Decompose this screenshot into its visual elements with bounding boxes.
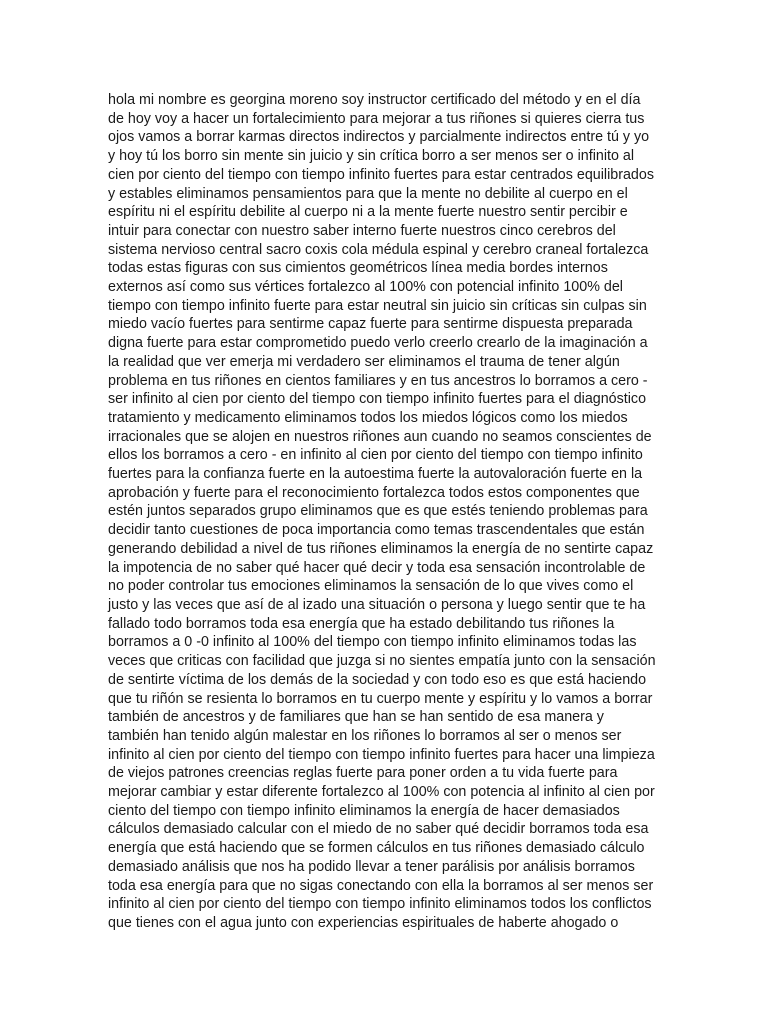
- text-line: irracionales que se alojen en nuestros riñones aun cuando no seamos conscientes de: [108, 428, 652, 445]
- text-line: generando debilidad a nivel de tus riñones eliminamos la energía de no sentirte capaz: [108, 540, 654, 557]
- text-line: y estables eliminamos pensamientos para que la mente no debilite al cuerpo en el: [108, 185, 628, 202]
- text-line: mejorar cambiar y estar diferente fortalezco al 100% con potencia al infinito al cien por: [108, 784, 655, 801]
- text-line: ellos los borramos a cero - en infinito al cien por ciento del tiempo con tiempo infinito: [108, 447, 643, 464]
- text-line: digna fuerte para estar comprometido puedo verlo creerlo crearlo de la imaginación a: [108, 335, 648, 352]
- text-line: ojos vamos a borrar karmas directos indirectos y parcialmente indirectos entre tú y yo: [108, 129, 650, 146]
- document-body-text: [108, 91, 668, 933]
- text-line: miedo vacío fuertes para sentirme capaz fuerte para sentirme dispuesta preparada: [108, 316, 633, 333]
- text-line: infinito al cien por ciento del tiempo con tiempo infinito eliminamos todos los conflictos: [108, 896, 652, 913]
- text-line: la impotencia de no saber qué hacer qué decir y toda esa sensación incontrolable de: [108, 559, 646, 576]
- text-line: de viejos patrones creencias reglas fuerte para poner orden a tu vida fuerte para: [108, 765, 618, 782]
- text-line: que tu riñón se resienta lo borramos en tu cuerpo mente y espíritu y lo vamos a borrar: [108, 690, 653, 707]
- text-line: aprobación y fuerte para el reconocimiento fortalezca todos estos componentes que: [108, 484, 640, 501]
- text-line: de hoy voy a hacer un fortalecimiento para mejorar a tus riñones si quieres cierra tus: [108, 110, 645, 127]
- text-line: tiempo con tiempo infinito fuerte para estar neutral sin juicio sin críticas sin culpas sin: [108, 297, 647, 314]
- text-line: veces que criticas con facilidad que juzga si no sientes empatía junto con la sensación: [108, 653, 656, 670]
- text-line: ser infinito al cien por ciento del tiempo con tiempo infinito fuertes para el diagnóstico: [108, 391, 647, 408]
- text-line: la realidad que ver emerja mi verdadero ser eliminamos el trauma de tener algún: [108, 353, 620, 370]
- text-line: externos así como sus vértices fortalezco al 100% con potencial infinito 100% del: [108, 279, 623, 296]
- text-line: cálculos demasiado calcular con el miedo de no saber qué decidir borramos toda esa: [108, 821, 649, 838]
- text-line: espíritu ni el espíritu debilite al cuerpo ni a la mente fuerte nuestro sentir percibir e: [108, 204, 628, 221]
- text-line: también de ancestros y de familiares que han se han sentido de esa manera y: [108, 709, 604, 726]
- text-line: fallado todo borramos toda esa energía que ha estado debilitando tus riñones la: [108, 615, 615, 632]
- text-line: no poder controlar tus emociones eliminamos la sensación de lo que vives como el: [108, 578, 634, 595]
- text-line: también han tenido algún malestar en los riñones lo borramos al ser o menos ser: [108, 727, 622, 744]
- text-line: problema en tus riñones en cientos familiares y en tus ancestros lo borramos a cero -: [108, 372, 648, 389]
- text-line: tratamiento y medicamento eliminamos todos los miedos lógicos como los miedos: [108, 409, 628, 426]
- text-line: estén juntos separados grupo eliminamos que es que estés teniendo problemas para: [108, 503, 648, 520]
- text-line: toda esa energía para que no sigas conectando con ella la borramos al ser menos ser: [108, 877, 654, 894]
- text-line: infinito al cien por ciento del tiempo con tiempo infinito fuertes para hacer una limpieza: [108, 746, 655, 763]
- text-line: demasiado análisis que nos ha podido llevar a tener parálisis por análisis borramos: [108, 858, 635, 875]
- text-line: ciento del tiempo con tiempo infinito eliminamos la energía de hacer demasiados: [108, 802, 620, 819]
- text-line: borramos a 0 -0 infinito al 100% del tiempo con tiempo infinito eliminamos todas las: [108, 634, 637, 651]
- text-line: y hoy tú los borro sin mente sin juicio y sin crítica borro a ser menos ser o infinito al: [108, 148, 635, 165]
- text-line: justo y las veces que así de al izado una situación o persona y luego sentir que te ha: [108, 596, 646, 613]
- text-line: decidir tanto cuestiones de poca importancia como temas trascendentales que están: [108, 522, 645, 539]
- text-line: todas estas figuras con sus cimientos geométricos línea media bordes internos: [108, 260, 608, 277]
- text-line: que tienes con el agua junto con experiencias espirituales de haberte ahogado o: [108, 914, 619, 931]
- text-line: hola mi nombre es georgina moreno soy instructor certificado del método y en el día: [108, 92, 641, 108]
- text-line: sistema nervioso central sacro coxis cola médula espinal y cerebro craneal fortalezca: [108, 241, 649, 258]
- text-line: intuir para conectar con nuestro saber interno fuerte nuestros cinco cerebros del: [108, 222, 616, 239]
- text-line: de sentirte víctima de los demás de la sociedad y con todo eso es que está haciendo: [108, 671, 647, 688]
- text-line: energía que está haciendo que se formen cálculos en tus riñones demasiado cálculo: [108, 840, 645, 857]
- text-line: cien por ciento del tiempo con tiempo infinito fuertes para estar centrados equilibrados: [108, 166, 654, 183]
- text-line: fuertes para la confianza fuerte en la autoestima fuerte la autovaloración fuerte en la: [108, 466, 643, 483]
